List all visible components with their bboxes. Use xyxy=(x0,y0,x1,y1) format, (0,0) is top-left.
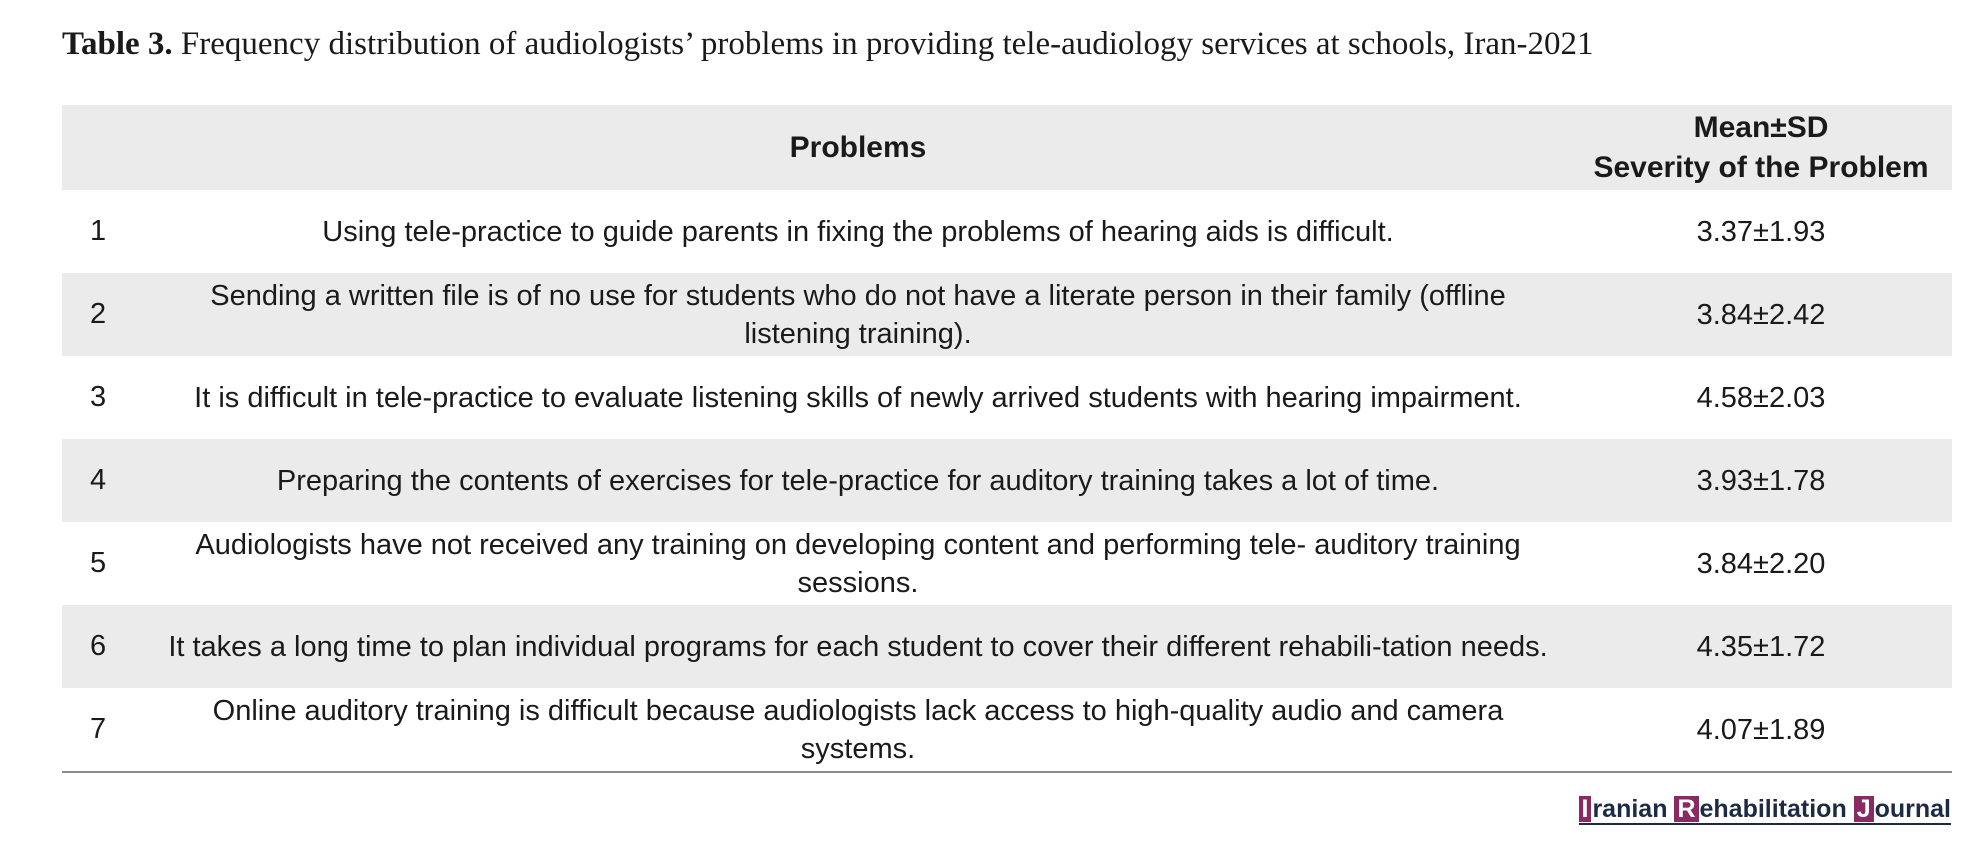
header-mean-sd xyxy=(1570,108,1952,188)
row-problem: Preparing the contents of exercises for tele-practice for auditory training takes a lot of time. xyxy=(276,464,1440,497)
row-value: 4.07±1.89 xyxy=(1696,713,1826,746)
table-row xyxy=(62,273,1952,356)
journal-initial-i: I xyxy=(1579,796,1592,822)
journal-word-journal: ournal xyxy=(1874,795,1951,823)
journal-initial-r: R xyxy=(1674,796,1698,822)
row-problem: Using tele-practice to guide parents in fixing the problems of hearing aids is difficult. xyxy=(322,215,1394,248)
row-value: 3.84±2.20 xyxy=(1696,547,1826,580)
row-value: 4.58±2.03 xyxy=(1696,381,1826,414)
row-number: 4 xyxy=(90,464,107,496)
row-problem: Audiologists have not received any training on developing content and performing tele- auditory training sessions. xyxy=(195,528,1521,599)
row-problem: Online auditory training is difficult because audiologists lack access to high-quality audio and camera systems. xyxy=(212,694,1504,765)
table-row xyxy=(62,522,1952,605)
header-problems: Problems xyxy=(789,130,927,164)
journal-word-iranian: ranian xyxy=(1592,795,1675,823)
row-value: 3.84±2.42 xyxy=(1696,298,1826,331)
row-number: 1 xyxy=(90,215,107,247)
row-problem: It takes a long time to plan individual programs for each student to cover their different rehabili-tation needs. xyxy=(168,630,1548,663)
row-problem: It is difficult in tele-practice to evaluate listening skills of newly arrived students with hearing impairment. xyxy=(194,381,1522,414)
problems-table xyxy=(62,105,1952,773)
table-row xyxy=(62,439,1952,522)
table-row xyxy=(62,190,1952,273)
table-row xyxy=(62,688,1952,771)
row-number: 5 xyxy=(90,547,107,579)
row-value: 3.93±1.78 xyxy=(1696,464,1826,497)
row-problem: Sending a written file is of no use for students who do not have a literate person in their family (offline listening training). xyxy=(210,279,1506,350)
table-row xyxy=(62,356,1952,439)
table-row xyxy=(62,605,1952,688)
table-header-row xyxy=(62,105,1952,190)
row-number: 6 xyxy=(90,630,107,662)
header-mean-sd-line1: Mean±SD xyxy=(1693,110,1829,144)
row-value: 3.37±1.93 xyxy=(1696,215,1826,248)
table-bottom-rule xyxy=(62,771,1952,773)
caption-label: Table 3. xyxy=(62,26,173,62)
row-number: 7 xyxy=(90,713,107,745)
journal-word-rehabilitation: ehabilitation xyxy=(1699,795,1854,823)
row-value: 4.35±1.72 xyxy=(1696,630,1826,663)
row-number: 3 xyxy=(90,381,107,413)
table-caption xyxy=(62,26,1594,63)
header-mean-sd-line2: Severity of the Problem xyxy=(1593,150,1929,184)
row-number: 2 xyxy=(90,298,107,330)
journal-logo xyxy=(1579,796,1952,825)
caption-text: Frequency distribution of audiologists’ problems in providing tele-audiology services at schools, Iran-2021 xyxy=(180,26,1594,62)
journal-initial-j: J xyxy=(1854,796,1874,822)
